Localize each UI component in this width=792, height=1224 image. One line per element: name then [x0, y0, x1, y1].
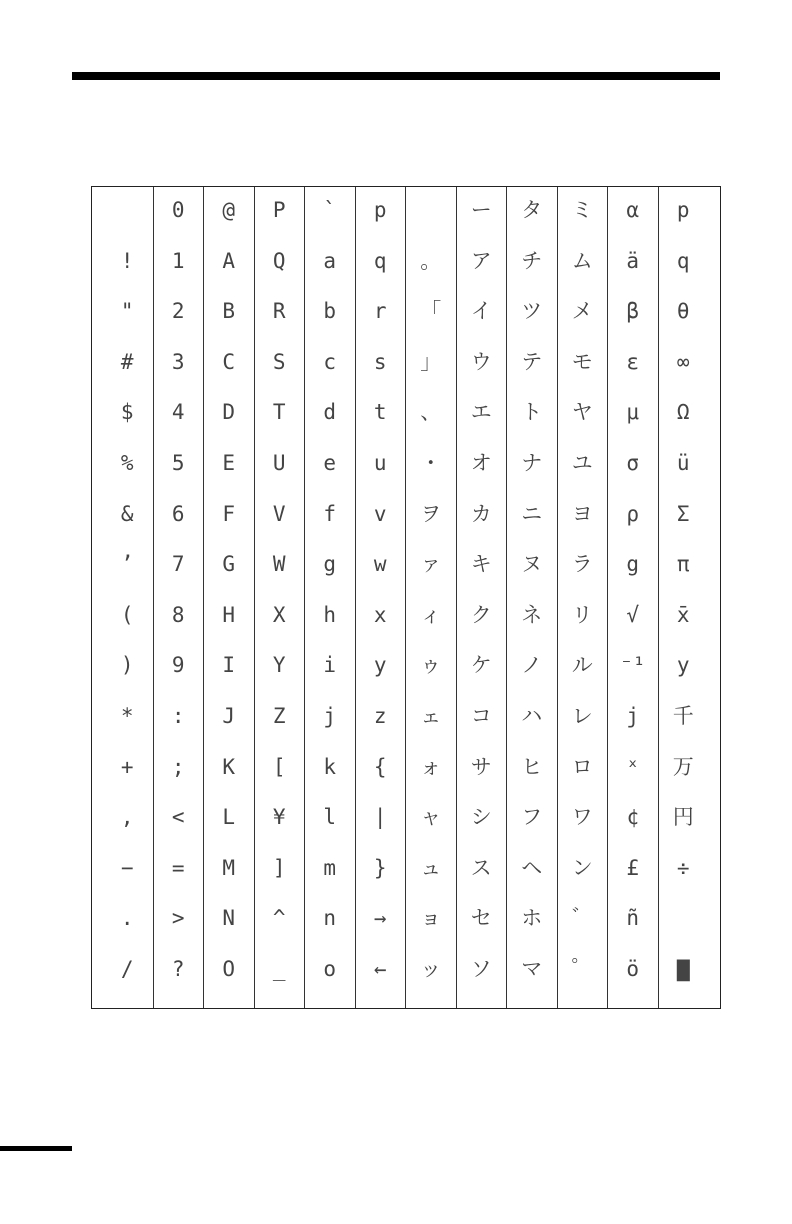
- table-cell: v: [373, 501, 387, 526]
- table-cell: *: [120, 704, 134, 728]
- table-cell: Z: [272, 704, 286, 728]
- table-cell: a: [323, 248, 337, 273]
- table-cell: ャ: [420, 805, 442, 830]
- table-cell: μ: [626, 400, 640, 425]
- table-cell: L: [222, 805, 236, 830]
- table-cell: 円: [672, 805, 694, 830]
- table-cell: [659, 893, 709, 944]
- table-cell: {: [373, 754, 387, 779]
- table-cell: _: [272, 957, 286, 981]
- table-cell: ä: [626, 248, 640, 273]
- table-cell: ρ: [626, 501, 640, 526]
- table-cell: i: [323, 653, 337, 678]
- table-column: [153, 187, 204, 1008]
- table-cell: e: [323, 451, 337, 475]
- table-cell: ワ: [571, 805, 593, 830]
- table-cell: :: [171, 704, 185, 728]
- table-cell: チ: [521, 248, 543, 273]
- table-cell: C: [222, 349, 236, 374]
- table-cell: s: [373, 349, 387, 374]
- table-cell: j: [626, 704, 640, 728]
- table-cell: キ: [470, 552, 492, 577]
- table-cell: ス: [470, 855, 492, 880]
- table-cell: %: [120, 451, 134, 475]
- table-cell: フ: [521, 805, 543, 830]
- table-cell: ム: [571, 248, 593, 273]
- table-cell: ホ: [521, 906, 543, 931]
- table-cell: ⁻¹: [620, 653, 646, 678]
- table-cell: タ: [521, 198, 543, 222]
- table-cell: c: [323, 349, 337, 374]
- table-cell: g: [626, 552, 640, 577]
- table-cell: ゥ: [420, 653, 442, 678]
- table-cell: α: [626, 198, 640, 222]
- table-cell: 、: [420, 400, 442, 425]
- table-cell: W: [272, 552, 286, 577]
- table-cell: p: [676, 198, 690, 222]
- table-column: [203, 187, 254, 1008]
- table-cell: ü: [676, 451, 690, 475]
- table-cell: E: [222, 451, 236, 475]
- table-cell: 万: [672, 754, 694, 779]
- table-column: [456, 187, 507, 1008]
- table-cell: ヘ: [521, 855, 543, 880]
- table-cell: Σ: [676, 501, 690, 526]
- table-cell: ñ: [626, 906, 640, 931]
- table-cell: 2: [171, 299, 185, 324]
- table-cell: F: [222, 501, 236, 526]
- table-cell: ▇: [676, 957, 690, 981]
- table-cell: ウ: [470, 349, 492, 374]
- table-cell: 千: [672, 704, 694, 728]
- table-cell: ˣ: [626, 754, 640, 779]
- table-cell: ン: [571, 855, 593, 880]
- table-cell: y: [676, 653, 690, 678]
- table-cell: ク: [470, 602, 492, 627]
- table-cell: p: [373, 198, 387, 222]
- table-cell: [: [272, 754, 286, 779]
- table-cell: >: [171, 906, 185, 931]
- table-cell: ö: [626, 957, 640, 981]
- table-cell: ナ: [521, 451, 543, 475]
- table-cell: ノ: [521, 653, 543, 678]
- table-cell: ツ: [521, 299, 543, 324]
- table-cell: オ: [470, 451, 492, 475]
- table-cell: k: [323, 754, 337, 779]
- table-cell: ヤ: [571, 400, 593, 425]
- table-cell: π: [676, 552, 690, 577]
- table-cell: 4: [171, 400, 185, 425]
- table-cell: H: [222, 602, 236, 627]
- table-cell: G: [222, 552, 236, 577]
- table-cell: ユ: [571, 451, 593, 475]
- character-table: [91, 186, 721, 1009]
- table-cell: ト: [521, 400, 543, 425]
- table-column: [355, 187, 406, 1008]
- table-cell: ヒ: [521, 754, 543, 779]
- table-cell: ゛: [571, 906, 593, 931]
- table-cell: Ω: [676, 400, 690, 425]
- table-cell: 9: [171, 653, 185, 678]
- table-cell: −: [120, 855, 134, 880]
- table-cell: P: [272, 198, 286, 222]
- table-cell: /: [120, 957, 134, 981]
- table-cell: $: [120, 400, 134, 425]
- table-cell: ’: [120, 552, 134, 577]
- table-column: [102, 187, 153, 1008]
- table-cell: K: [222, 754, 236, 779]
- table-cell: t: [373, 400, 387, 425]
- table-cell: J: [222, 704, 236, 728]
- table-cell: θ: [676, 299, 690, 324]
- table-cell: 7: [171, 552, 185, 577]
- table-cell: x̄: [676, 602, 690, 627]
- table-cell: モ: [571, 349, 593, 374]
- table-cell: 3: [171, 349, 185, 374]
- table-cell: ュ: [420, 855, 442, 880]
- table-cell: ォ: [420, 754, 442, 779]
- table-cell: }: [373, 855, 387, 880]
- table-cell: ¢: [626, 805, 640, 830]
- table-cell: 0: [171, 198, 185, 222]
- table-cell: ]: [272, 855, 286, 880]
- table-cell: r: [373, 299, 387, 324]
- table-cell: .: [120, 906, 134, 931]
- table-cell: ル: [571, 653, 593, 678]
- table-cell: ソ: [470, 957, 492, 981]
- table-cell: ÷: [676, 855, 690, 880]
- table-cell: 。: [420, 248, 442, 273]
- table-cell: マ: [521, 957, 543, 981]
- table-cell: D: [222, 400, 236, 425]
- table-cell: カ: [470, 501, 492, 526]
- table-cell: ?: [171, 957, 185, 981]
- table-cell: →: [373, 906, 387, 931]
- table-cell: |: [373, 805, 387, 830]
- table-cell: 「: [420, 299, 442, 324]
- table-cell: ∞: [676, 349, 690, 374]
- table-cell: コ: [470, 704, 492, 728]
- table-cell: サ: [470, 754, 492, 779]
- table-cell: メ: [571, 299, 593, 324]
- table-cell: ヨ: [571, 501, 593, 526]
- footer-rule: [0, 1146, 72, 1151]
- table-cell: O: [222, 957, 236, 981]
- table-cell: ー: [470, 198, 492, 222]
- table-cell: =: [171, 855, 185, 880]
- table-cell: ": [120, 299, 134, 324]
- table-cell: シ: [470, 805, 492, 830]
- table-column: [405, 187, 456, 1008]
- table-cell: ヲ: [420, 501, 442, 526]
- table-column: [658, 187, 709, 1008]
- table-cell: ア: [470, 248, 492, 273]
- table-cell: ラ: [571, 552, 593, 577]
- table-cell: U: [272, 451, 286, 475]
- table-cell: o: [323, 957, 337, 981]
- header-rule: [72, 72, 720, 80]
- table-cell: ネ: [521, 602, 543, 627]
- table-cell: 」: [420, 349, 442, 374]
- table-cell: (: [120, 602, 134, 627]
- table-cell: X: [272, 602, 286, 627]
- table-cell: ←: [373, 957, 387, 981]
- table-column: [506, 187, 557, 1008]
- table-cell: ィ: [420, 602, 442, 627]
- table-cell: Q: [272, 248, 286, 273]
- table-cell: 8: [171, 602, 185, 627]
- table-cell: +: [120, 754, 134, 779]
- table-cell: R: [272, 299, 286, 324]
- table-cell: [102, 185, 153, 236]
- table-cell: d: [323, 400, 337, 425]
- table-cell: ェ: [420, 704, 442, 728]
- table-cell: <: [171, 805, 185, 830]
- table-cell: ロ: [571, 754, 593, 779]
- table-cell: u: [373, 451, 387, 475]
- table-cell: σ: [626, 451, 640, 475]
- table-cell: ^: [272, 906, 286, 931]
- table-cell: ): [120, 653, 134, 678]
- table-cell: S: [272, 349, 286, 374]
- table-column: [607, 187, 658, 1008]
- table-cell: ;: [171, 754, 185, 779]
- table-cell: #: [120, 349, 134, 374]
- table-cell: ¥: [272, 805, 286, 830]
- table-cell: n: [323, 906, 337, 931]
- table-cell: ニ: [521, 501, 543, 526]
- table-column: [254, 187, 305, 1008]
- table-cell: !: [120, 248, 134, 273]
- table-cell: ミ: [571, 198, 593, 222]
- table-cell: A: [222, 248, 236, 273]
- table-cell: j: [323, 704, 337, 728]
- table-cell: エ: [470, 400, 492, 425]
- table-cell: [406, 185, 456, 236]
- table-cell: B: [222, 299, 236, 324]
- table-cell: `: [323, 198, 337, 222]
- table-cell: V: [272, 501, 286, 526]
- table-cell: ケ: [470, 653, 492, 678]
- table-cell: £: [626, 855, 640, 880]
- table-cell: ゜: [571, 957, 593, 981]
- table-cell: l: [323, 805, 337, 830]
- table-cell: リ: [571, 602, 593, 627]
- table-cell: ョ: [420, 906, 442, 931]
- table-cell: ε: [626, 349, 640, 374]
- table-cell: Y: [272, 653, 286, 678]
- table-cell: q: [676, 248, 690, 273]
- table-cell: テ: [521, 349, 543, 374]
- table-cell: I: [222, 653, 236, 678]
- table-cell: y: [373, 653, 387, 678]
- table-cell: β: [626, 299, 640, 324]
- table-cell: h: [323, 602, 337, 627]
- table-cell: z: [373, 704, 387, 728]
- table-cell: T: [272, 400, 286, 425]
- table-cell: 6: [171, 501, 185, 526]
- table-cell: セ: [470, 906, 492, 931]
- table-cell: g: [323, 552, 337, 577]
- table-cell: w: [373, 552, 387, 577]
- table-cell: √: [626, 602, 640, 627]
- table-column: [304, 187, 355, 1008]
- table-cell: ハ: [521, 704, 543, 728]
- table-column: [557, 187, 608, 1008]
- table-cell: ッ: [420, 957, 442, 981]
- table-cell: イ: [470, 299, 492, 324]
- table-cell: ァ: [420, 552, 442, 577]
- table-cell: レ: [571, 704, 593, 728]
- table-cell: b: [323, 299, 337, 324]
- table-cell: q: [373, 248, 387, 273]
- table-cell: m: [323, 855, 337, 880]
- table-cell: M: [222, 855, 236, 880]
- table-cell: 5: [171, 451, 185, 475]
- table-cell: @: [222, 198, 236, 222]
- table-cell: N: [222, 906, 236, 931]
- table-cell: ヌ: [521, 552, 543, 577]
- table-cell: f: [323, 501, 337, 526]
- table-cell: 1: [171, 248, 185, 273]
- table-cell: ・: [420, 451, 442, 475]
- table-cell: ,: [120, 805, 134, 830]
- table-cell: x: [373, 602, 387, 627]
- table-cell: &: [120, 501, 134, 526]
